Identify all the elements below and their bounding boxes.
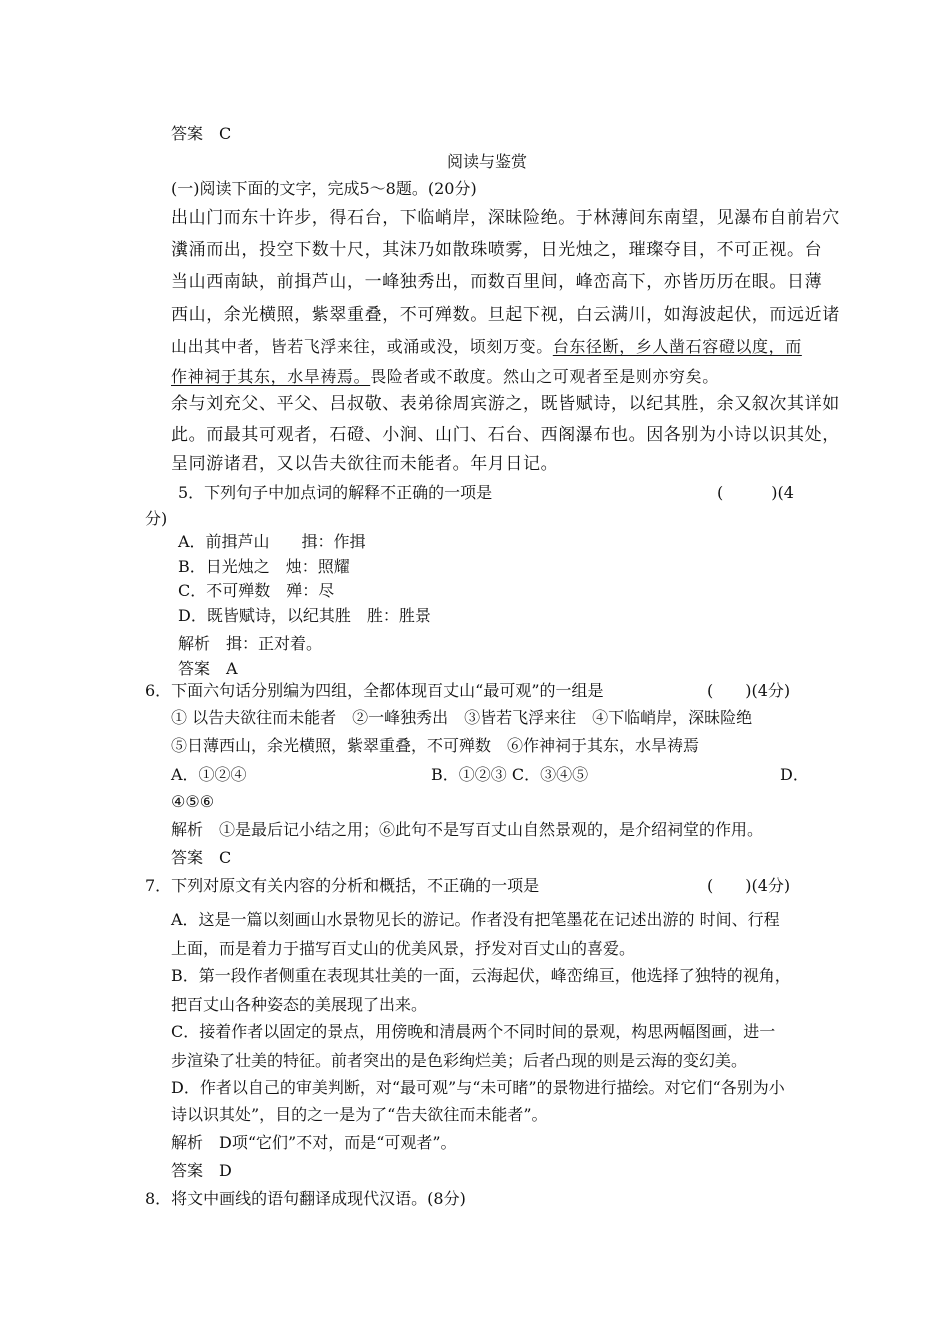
question-7-score: ( )(4分) — [707, 876, 791, 895]
top-answer: 答案 C — [171, 124, 232, 143]
question-5-option-b: B．日光烛之 烛：照耀 — [178, 557, 350, 576]
question-7-stem: 7．下列对原文有关内容的分析和概括，不正确的一项是 — [145, 876, 540, 895]
section-title: 阅读与鉴赏 — [447, 152, 528, 171]
question-7-line: B．第一段作者侧重在表现其壮美的一面，云海起伏，峰峦绵亘，他选择了独特的视角， — [171, 966, 791, 985]
question-6-option-bc: B．①②③ C．③④⑤ — [431, 765, 589, 784]
question-7-line: C．接着作者以固定的景点，用傍晚和清晨两个不同时间的景观，构思两幅图画，进一 — [171, 1022, 776, 1041]
question-6-items: ① 以告夫欲往而未能者 ②一峰独秀出 ③皆若飞浮来往 ④下临峭岸，深昧险绝 — [171, 708, 753, 727]
question-5-stem: 5．下列句子中加点词的解释不正确的一项是 — [178, 483, 493, 502]
passage-text: 山出其中者，皆若飞浮来往，或涌或没，顷刻万变。 — [171, 337, 553, 356]
question-5-score: ( )(4 — [717, 483, 794, 502]
underlined-sentence: 作神祠于其东，水旱祷焉。 — [171, 367, 371, 386]
question-7-line: D．作者以自己的审美判断，对“最可观”与“未可睹”的景物进行描绘。对它们“各别为小 — [171, 1078, 785, 1097]
question-7-line: 上面，而是着力于描写百丈山的优美风景，抒发对百丈山的喜爱。 — [171, 939, 636, 958]
question-7-answer: 答案 D — [171, 1161, 232, 1180]
question-7-line: 把百丈山各种姿态的美展现了出来。 — [171, 995, 428, 1014]
passage-line: 此。而最其可观者，石磴、小涧、山门、石台、西阁瀑布也。因各别为小诗以识其处， — [171, 425, 840, 445]
passage-line: 瀵涌而出，投空下数十尺，其沫乃如散珠喷雾，日光烛之，璀璨夺目，不可正视。台 — [171, 240, 823, 260]
passage-line — [171, 367, 719, 387]
question-5-option-d: D．既皆赋诗，以纪其胜 胜：胜景 — [178, 606, 431, 625]
passage-intro: (一)阅读下面的文字，完成5～8题。(20分) — [171, 179, 477, 198]
question-6-analysis: 解析 ①是最后记小结之用；⑥此句不是写百丈山自然景观的，是介绍祠堂的作用。 — [171, 820, 764, 839]
question-6-stem: 6．下面六句话分别编为四组，全都体现百丈山“最可观”的一组是 — [145, 681, 604, 700]
question-6-score: ( )(4分) — [707, 681, 791, 700]
question-6-option-d: ④⑤⑥ — [171, 792, 215, 811]
underlined-sentence: 台东径断，乡人凿石容磴以度，而 — [552, 337, 802, 356]
question-5-score-tail: 分) — [145, 509, 168, 528]
question-6-option-a: A．①②④ — [171, 765, 247, 784]
question-5-answer: 答案 A — [178, 659, 238, 678]
question-5-option-c: C．不可殚数 殚：尽 — [178, 581, 335, 600]
question-7-line: 诗以识其处”，目的之一是为了“告夫欲往而未能者”。 — [171, 1105, 548, 1124]
passage-text: 畏险者或不敢度。然山之可观者至是则亦穷矣。 — [370, 367, 719, 386]
question-8-stem: 8．将文中画线的语句翻译成现代汉语。(8分) — [145, 1189, 466, 1208]
question-7-analysis: 解析 D项“它们”不对，而是“可观者”。 — [171, 1133, 457, 1152]
question-7-line: 步渲染了壮美的特征。前者突出的是色彩绚烂美；后者凸现的则是云海的变幻美。 — [171, 1051, 748, 1070]
question-5-analysis: 解析 揖：正对着。 — [178, 634, 323, 653]
passage-line: 西山，余光横照，紫翠重叠，不可殚数。旦起下视，白云满川，如海波起伏，而远近诸 — [171, 305, 840, 325]
passage-line: 呈同游诸君，又以告夫欲往而未能者。年月日记。 — [171, 454, 559, 474]
question-6-option-d-label: D． — [780, 765, 809, 784]
question-5-option-a: A．前揖芦山 揖：作揖 — [178, 532, 366, 551]
question-6-answer: 答案 C — [171, 848, 232, 867]
passage-line — [171, 337, 802, 357]
passage-line: 出山门而东十许步，得石台，下临峭岸，深昧险绝。于林薄间东南望，见瀑布自前岩穴 — [171, 208, 840, 228]
passage-line: 当山西南缺，前揖芦山，一峰独秀出，而数百里间，峰峦高下，亦皆历历在眼。日薄 — [171, 272, 823, 292]
question-6-items: ⑤日薄西山，余光横照，紫翠重叠，不可殚数 ⑥作神祠于其东，水旱祷焉 — [171, 736, 700, 755]
question-7-line: A．这是一篇以刻画山水景物见长的游记。作者没有把笔墨花在记述出游的 时间、行程 — [171, 910, 780, 929]
passage-line: 余与刘充父、平父、吕叔敬、表弟徐周宾游之，既皆赋诗，以纪其胜，余又叙次其详如 — [171, 394, 840, 414]
